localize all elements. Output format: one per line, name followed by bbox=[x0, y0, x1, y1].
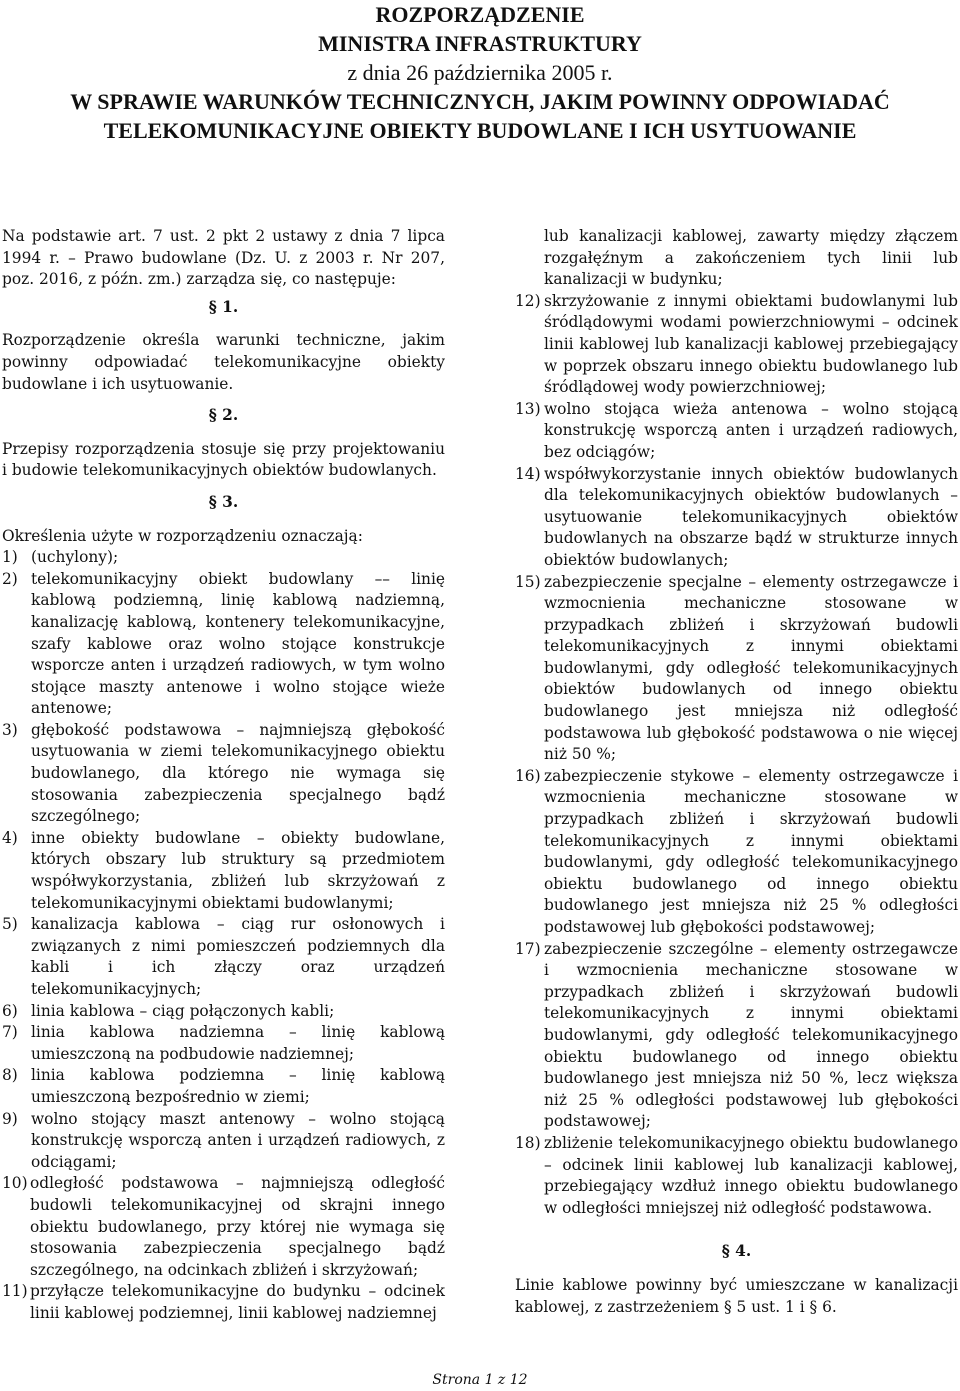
definition-text: odległość podstawowa – najmniejszą odległość budowli telekomunikacyjnej od skrajni innego obiektu budowlanego, przy której nie wymaga się stosowania zabezpieczenia specjalnego bądź szczególnego, na odcinkach zbliżeń i skrzyżowań; bbox=[30, 1174, 445, 1279]
definition-number: 16) bbox=[515, 766, 541, 785]
definition-number: 7) bbox=[2, 1023, 18, 1042]
definition-text: wolno stojąca wieża antenowa – wolno stojącą konstrukcję wsporczą anten i urządzeń radiowych, bez odciągów; bbox=[544, 399, 958, 461]
definition-number: 14) bbox=[515, 464, 541, 483]
section-3-lead: Określenia użyte w rozporządzeniu oznaczają: bbox=[2, 526, 363, 545]
definition-number: 18) bbox=[515, 1133, 541, 1152]
definition-item bbox=[2, 547, 445, 569]
definition-item bbox=[515, 291, 958, 399]
definition-item bbox=[515, 766, 958, 939]
definition-number: 2) bbox=[2, 569, 18, 588]
definition-item bbox=[515, 1133, 958, 1219]
section-2-heading: § 2. bbox=[208, 406, 239, 425]
definition-number: 4) bbox=[2, 828, 18, 847]
definition-number: 15) bbox=[515, 572, 541, 591]
definition-number: 13) bbox=[515, 399, 541, 418]
definition-item bbox=[2, 1001, 445, 1023]
definition-number: 11) bbox=[2, 1282, 28, 1301]
subject-line-1: W SPRAWIE WARUNKÓW TECHNICZNYCH, JAKIM POWINNY ODPOWIADAĆ bbox=[70, 89, 890, 114]
section-4-heading: § 4. bbox=[721, 1242, 752, 1261]
definition-text: skrzyżowanie z innymi obiektami budowlanymi lub śródlądowymi wodami powierzchniowymi – odcinek linii kablowej lub kanalizacji kablowej przebiegający w poprzek obszaru innego obiektu budowlanego lub śródlądowej wody powierzchniowej; bbox=[544, 291, 958, 397]
definition-number: 9) bbox=[2, 1109, 18, 1128]
definition-text: linia kablowa – ciąg połączonych kabli; bbox=[31, 1001, 335, 1020]
definition-text: wolno stojący maszt antenowy – wolno stojącą konstrukcję wsporczą anten i urządzeń radiowych, z odciągami; bbox=[31, 1109, 445, 1171]
definition-number: 17) bbox=[515, 939, 541, 958]
definition-text: linia kablowa nadziemna – linię kablową umieszczoną na podbudowie nadziemnej; bbox=[31, 1023, 445, 1063]
right-column bbox=[515, 226, 958, 1318]
definition-text: zabezpieczenie szczególne – elementy ostrzegawcze i wzmocnienia mechaniczne stosowane w przypadkach zbliżeń i skrzyżowań budowli telekomunikacyjnych z innymi obiektami budowlanymi, gdy odległość telekomunikacyjnego obiektu budowlanego od innego obiektu budowlanego jest mniejsza niż 50 %, lecz większa niż 25 % odległości podstawowej lub głębokości podstawowej; bbox=[544, 939, 958, 1131]
issuing-authority: MINISTRA INFRASTRUKTURY bbox=[318, 31, 642, 56]
definition-number: 12) bbox=[515, 291, 541, 310]
definition-item bbox=[2, 828, 445, 914]
definition-item bbox=[515, 572, 958, 766]
definition-item bbox=[2, 1022, 445, 1065]
definition-item bbox=[515, 939, 958, 1133]
definition-item bbox=[515, 464, 958, 572]
definition-item bbox=[2, 1065, 445, 1108]
left-column bbox=[2, 226, 445, 1325]
definition-text: zbliżenie telekomunikacyjnego obiektu budowlanego – odcinek linii kablowej lub kanalizacji kablowej, przebiegający wzdłuż innego obiektu budowlanego w odległości mniejszej niż odległość podstawowa. bbox=[544, 1133, 958, 1217]
issue-date: z dnia 26 października 2005 r. bbox=[347, 60, 613, 85]
definition-list-continued bbox=[515, 291, 958, 1220]
definition-text: linia kablowa podziemna – linię kablową umieszczoną bezpośrednio w ziemi; bbox=[31, 1066, 445, 1106]
subject-line-2: TELEKOMUNIKACYJNE OBIEKTY BUDOWLANE I ICH USYTUOWANIE bbox=[103, 118, 857, 143]
section-1-text: Rozporządzenie określa warunki techniczne, jakim powinny odpowiadać telekomunikacyjne obiekty budowlane i ich usytuowanie. bbox=[2, 331, 445, 393]
definition-number: 8) bbox=[2, 1066, 18, 1085]
definition-text: telekomunikacyjny obiekt budowlany –– linię kablową podziemną, linię kablową nadziemną, kanalizację kablową, kontenery telekomunikacyjne, szafy kablowe oraz wolno stojące konstrukcje wsporcze anten i urządzeń radiowych, w tym wolno stojące maszty antenowe i wolno stojące wieże antenowe; bbox=[31, 569, 445, 718]
definition-text: kanalizacja kablowa – ciąg rur osłonowych i związanych z nimi pomieszczeń podziemnych dla kabli i ich złączy oraz urządzeń telekomunikacyjnych; bbox=[31, 915, 445, 998]
definition-text: (uchylony); bbox=[31, 548, 119, 567]
definition-text: współwykorzystanie innych obiektów budowlanych dla telekomunikacyjnych obiektów budowlanych – usytuowanie telekomunikacyjnych obiektów budowlanych na obszarze bądź w strukturze innych obiektów budowlanych; bbox=[544, 464, 958, 569]
section-4-text: Linie kablowe powinny być umieszczane w kanalizacji kablowej, z zastrzeżeniem § 5 ust. 1 i § 6. bbox=[515, 1275, 958, 1316]
definition-number: 6) bbox=[2, 1001, 18, 1020]
doc-type-title: ROZPORZĄDZENIE bbox=[375, 2, 585, 27]
definition-text: przyłącze telekomunikacyjne do budynku – odcinek linii kablowej podziemnej, linii kablowej nadziemnej bbox=[30, 1282, 445, 1322]
definition-item bbox=[2, 1173, 445, 1281]
section-3-heading: § 3. bbox=[208, 492, 239, 511]
document-header bbox=[0, 0, 960, 145]
definition-number: 10) bbox=[2, 1174, 28, 1193]
definition-item bbox=[2, 720, 445, 828]
definition-number: 3) bbox=[2, 720, 18, 739]
definition-item bbox=[2, 1109, 445, 1174]
definition-item bbox=[2, 569, 445, 720]
definition-item bbox=[2, 1281, 445, 1324]
definition-number: 1) bbox=[2, 548, 18, 567]
page-number-footer: Strona 1 z 12 bbox=[432, 1372, 528, 1388]
definition-item bbox=[515, 399, 958, 464]
definition-text: zabezpieczenie stykowe – elementy ostrzegawcze i wzmocnienia mechaniczne stosowane w przypadkach zbliżeń i skrzyżowań budowli telekomunikacyjnych z innymi obiektami budowlanymi, gdy odległość telekomunikacyjnego obiektu budowlanego od innego obiektu budowlanego jest mniejsza niż 25 % odległości podstawowej lub głębokości podstawowej; bbox=[544, 766, 958, 936]
definition-list bbox=[2, 547, 445, 1324]
definition-number: 5) bbox=[2, 915, 18, 934]
section-2-text: Przepisy rozporządzenia stosuje się przy projektowaniu i budowie telekomunikacyjnych obiektów budowlanych. bbox=[2, 439, 445, 480]
definition-text: inne obiekty budowlane – obiekty budowlane, których obszary lub struktury są przedmiotem współwykorzystania, zbliżeń lub skrzyżowań z telekomunikacyjnymi obiektami budowlanymi; bbox=[31, 828, 445, 912]
intro-paragraph: Na podstawie art. 7 ust. 2 pkt 2 ustawy z dnia 7 lipca 1994 r. – Prawo budowlane (Dz. U. z 2003 r. Nr 207, poz. 2016, z późn. zm.) zarządza się, co następuje: bbox=[2, 227, 445, 289]
section-1-heading: § 1. bbox=[208, 297, 239, 316]
definition-item bbox=[2, 914, 445, 1000]
definition-text: głębokość podstawowa – najmniejszą głębokość usytuowania w ziemi telekomunikacyjnego obiektu budowlanego, dla którego nie wymaga się stosowania zabezpieczenia specjalnego bądź szczególnego; bbox=[31, 720, 445, 826]
definition-text: zabezpieczenie specjalne – elementy ostrzegawcze i wzmocnienia mechaniczne stosowane w przypadkach zbliżeń i skrzyżowań budowli telekomunikacyjnych z innymi obiektami budowlanymi, gdy odległość telekomunikacyjnych obiektów budowlanych od innego obiektu budowlanego jest mniejsza niż odległość podstawowa lub głębokość podstawowa o nie więcej niż 50 %; bbox=[544, 572, 958, 764]
definition-continuation: lub kanalizacji kablowej, zawarty między złączem rozgałęźnym a zakończeniem tych linii lub kanalizacji w budynku; bbox=[544, 227, 958, 289]
